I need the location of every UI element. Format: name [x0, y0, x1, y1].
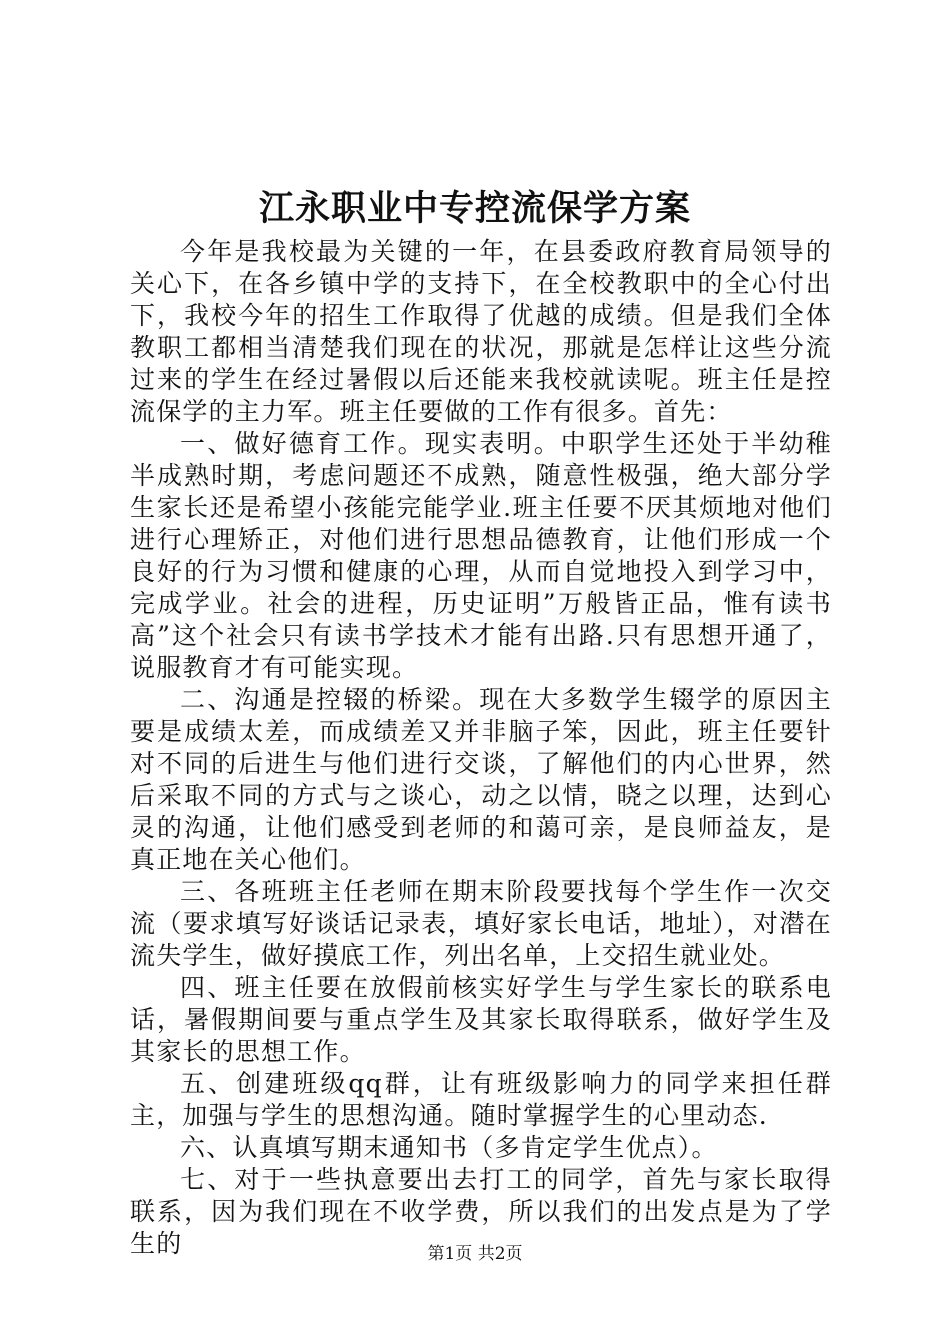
document-title: 江永职业中专控流保学方案: [258, 188, 691, 229]
page-footer: 第1页 共2页: [427, 1244, 523, 1264]
paragraph-section-3: 三、各班班主任老师在期末阶段要找每个学生作一次交流（要求填写好谈话记录表，填好家长电话，地址），对潜在流失学生，做好摸底工作，列出名单，上交招生就业处。: [130, 877, 832, 970]
paragraph-section-5: 五、创建班级qq群，让有班级影响力的同学来担任群主，加强与学生的思想沟通。随时掌握学生的心里动态.: [130, 1069, 832, 1130]
paragraph-section-2: 二、沟通是控辍的桥梁。现在大多数学生辍学的原因主要是成绩太差，而成绩差又并非脑子笨，因此，班主任要针对不同的后进生与他们进行交谈，了解他们的内心世界，然后采取不同的方式与之谈心，动之以情，晓之以理，达到心灵的沟通，让他们感受到老师的和蔼可亲，是良师益友，是真正地在关心他们。: [130, 685, 832, 874]
paragraph-intro: 今年是我校最为关键的一年，在县委政府教育局领导的关心下，在各乡镇中学的支持下，在全校教职中的全心付出下，我校今年的招生工作取得了优越的成绩。但是我们全体教职工都相当清楚我们现在的状况，那就是怎样让这些分流过来的学生在经过暑假以后还能来我校就读呢。班主任是控流保学的主力军。班主任要做的工作有很多。首先：: [130, 237, 832, 426]
document-body: [130, 236, 832, 1260]
paragraph-section-6: 六、认真填写期末通知书（多肯定学生优点）。: [180, 1133, 718, 1162]
paragraph-section-7: 七、对于一些执意要出去打工的同学，首先与家长取得联系，因为我们现在不收学费，所以我们的出发点是为了学生的: [130, 1165, 832, 1258]
paragraph-section-1: 一、做好德育工作。现实表明。中职学生还处于半幼稚半成熟时期，考虑问题还不成熟，随意性极强，绝大部分学生家长还是希望小孩能完能学业.班主任要不厌其烦地对他们进行心理矫正，对他们进行思想品德教育，让他们形成一个良好的行为习惯和健康的心理，从而自觉地投入到学习中，完成学业。社会的进程，历史证明”万般皆正品，惟有读书高”这个社会只有读书学技术才能有出路.只有思想开通了，说服教育才有可能实现。: [130, 429, 832, 682]
paragraph-section-4: 四、班主任要在放假前核实好学生与学生家长的联系电话，暑假期间要与重点学生及其家长取得联系，做好学生及其家长的思想工作。: [130, 973, 832, 1066]
